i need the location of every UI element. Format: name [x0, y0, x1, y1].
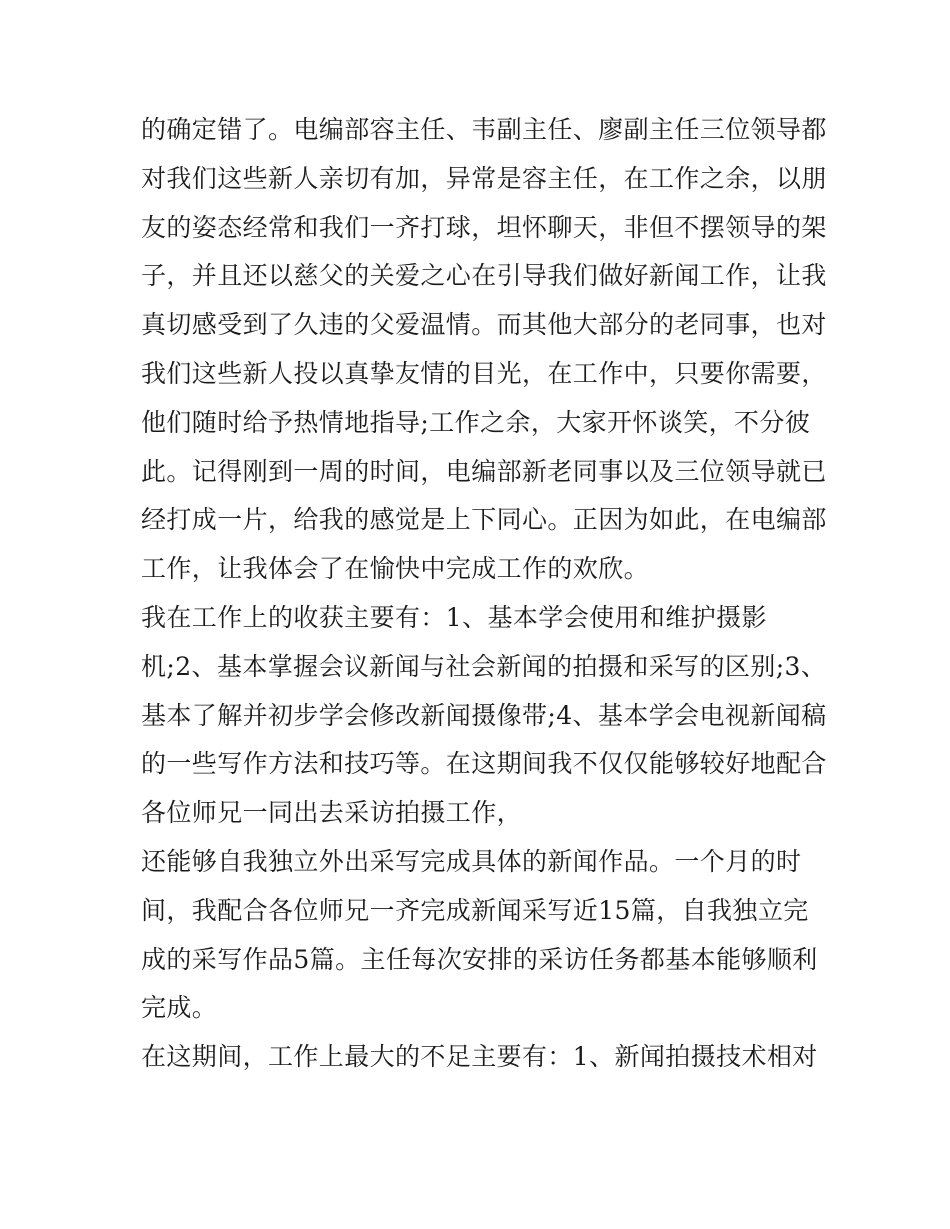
text-line: 间，我配合各位师兄一齐完成新闻采写近15篇，自我独立完: [141, 895, 809, 925]
text-line: 子，并且还以慈父的关爱之心在引导我们做好新闻工作，让我: [141, 261, 827, 291]
text-line: 我们这些新人投以真挚友情的目光，在工作中，只要你需要，: [141, 358, 827, 388]
text-line: 的一些写作方法和技巧等。在这期间我不仅仅能够较好地配合: [141, 749, 827, 779]
text-line: 完成。: [141, 993, 218, 1023]
text-line: 的确定错了。电编部容主任、韦副主任、廖副主任三位领导都: [141, 115, 827, 144]
text-line: 友的姿态经常和我们一齐打球，坦怀聊天，非但不摆领导的架: [141, 212, 827, 242]
text-line: 各位师兄一同出去采访拍摄工作，: [141, 798, 523, 828]
body-text: [141, 106, 827, 1082]
text-line: 我在工作上的收获主要有：1、基本学会使用和维护摄影: [141, 602, 767, 632]
text-line: 工作，让我体会了在愉快中完成工作的欢欣。: [141, 554, 650, 584]
text-line: 此。记得刚到一周的时间，电编部新老同事以及三位领导就已: [141, 456, 827, 486]
text-line: 机;2、基本掌握会议新闻与社会新闻的拍摄和采写的区别;3、: [141, 651, 827, 681]
text-line: 在这期间，工作上最大的不足主要有：1、新闻拍摄技术相对: [141, 1042, 818, 1072]
text-line: 经打成一片，给我的感觉是上下同心。正因为如此，在电编部: [141, 505, 827, 535]
text-line: 基本了解并初步学会修改新闻摄像带;4、基本学会电视新闻稿: [141, 700, 827, 730]
text-line: 还能够自我独立外出采写完成具体的新闻作品。一个月的时: [141, 846, 802, 876]
text-line: 对我们这些新人亲切有加，异常是容主任，在工作之余，以朋: [141, 163, 827, 193]
text-line: 他们随时给予热情地指导;工作之余，大家开怀谈笑，不分彼: [141, 407, 811, 437]
text-line: 成的采写作品5篇。主任每次安排的采访任务都基本能够顺利: [141, 944, 818, 974]
text-line: 真切感受到了久违的父爱温情。而其他大部分的老同事，也对: [141, 310, 827, 340]
